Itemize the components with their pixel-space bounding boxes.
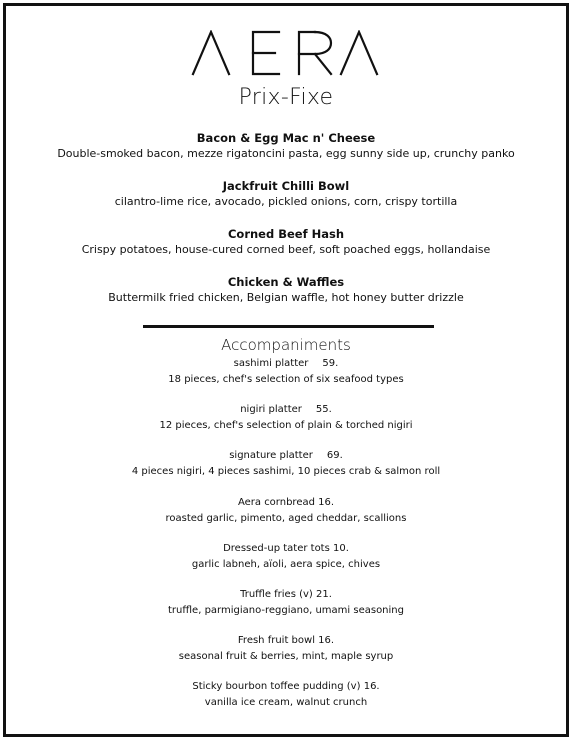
accompaniment-price: 16.: [318, 635, 335, 647]
aera-logo-wordmark: [191, 30, 381, 76]
accompaniment-heading: [6, 679, 566, 695]
accompaniment-description: seasonal fruit & berries, mint, maple syrup: [178, 651, 394, 663]
accompaniment-price: 21.: [316, 588, 332, 600]
accompaniment-heading: [6, 633, 566, 649]
menu-subtitle: Prix-Fixe: [238, 85, 334, 110]
accompaniments-title: Accompaniments: [221, 336, 351, 354]
accompaniment-price: 16.: [363, 681, 380, 693]
menu-item-name: Corned Beef Hash: [227, 227, 345, 241]
accompaniment-name: Fresh fruit bowl: [237, 635, 315, 647]
menu-item-description: Crispy potatoes, house-cured corned beef, soft poached eggs, hollandaise: [81, 243, 491, 256]
accompaniment-heading: [6, 495, 566, 511]
accompaniment-item: [6, 402, 566, 448]
aera-logo: [6, 24, 566, 82]
menu-item-description: cilantro-lime rice, avocado, pickled onions, corn, crispy tortilla: [114, 195, 458, 208]
menu-item-description: Double-smoked bacon, mezze rigatoncini pasta, egg sunny side up, crunchy panko: [57, 147, 515, 160]
menu-item: [6, 274, 566, 322]
accompaniment-item: [6, 356, 566, 402]
accompaniment-item: [6, 633, 566, 679]
accompaniment-price: 10.: [333, 542, 349, 554]
accompaniment-description: vanilla ice cream, walnut crunch: [204, 697, 368, 709]
accompaniment-heading: [6, 402, 566, 418]
accompaniment-item: [6, 495, 566, 541]
mains-list: [6, 130, 566, 322]
accompaniment-name: Aera cornbread: [237, 496, 315, 508]
accompaniment-name: nigiri platter: [240, 404, 302, 416]
accompaniment-name: sashimi platter: [233, 358, 309, 369]
accompaniment-description: 4 pieces nigiri, 4 pieces sashimi, 10 pieces crab & salmon roll: [131, 466, 441, 478]
accompaniment-item: [6, 679, 566, 725]
accompaniment-description: garlic labneh, aïoli, aera spice, chives: [191, 558, 381, 570]
accompaniment-item: [6, 541, 566, 587]
menu-item-name: Jackfruit Chilli Bowl: [222, 179, 350, 193]
accompaniment-name: Dressed-up tater tots: [223, 542, 330, 554]
accompaniments-list: [6, 356, 566, 726]
accompaniment-description: 18 pieces, chef's selection of six seafood types: [168, 374, 404, 385]
accompaniment-price: 16.: [318, 496, 335, 508]
menu-item-name: Bacon & Egg Mac n' Cheese: [196, 131, 376, 145]
menu-item: [6, 178, 566, 226]
menu-border: [3, 3, 569, 737]
accompaniment-price: 69.: [326, 450, 343, 462]
section-divider: [143, 325, 434, 328]
accompaniment-price: 59.: [322, 358, 339, 369]
menu-item-description: Buttermilk fried chicken, Belgian waffle, hot honey butter drizzle: [108, 291, 464, 304]
accompaniment-name: Truffle fries (v): [240, 588, 313, 600]
menu-item: [6, 130, 566, 178]
accompaniment-name: signature platter: [229, 450, 313, 462]
accompaniment-heading: [6, 356, 566, 372]
accompaniment-description: 12 pieces, chef's selection of plain & torched nigiri: [159, 420, 413, 432]
accompaniment-description: roasted garlic, pimento, aged cheddar, scallions: [165, 512, 407, 524]
accompaniment-heading: [6, 587, 566, 603]
menu-item: [6, 226, 566, 274]
accompaniment-heading: [6, 448, 566, 464]
accompaniment-description: truffle, parmigiano-reggiano, umami seasoning: [168, 604, 404, 616]
accompaniment-item: [6, 587, 566, 633]
menu-item-name: Chicken & Waffles: [227, 275, 345, 289]
accompaniment-price: 55.: [315, 404, 332, 416]
menu-page: [6, 6, 566, 734]
accompaniment-name: Sticky bourbon toffee pudding (v): [192, 681, 361, 693]
accompaniment-heading: [6, 541, 566, 557]
accompaniment-item: [6, 448, 566, 494]
